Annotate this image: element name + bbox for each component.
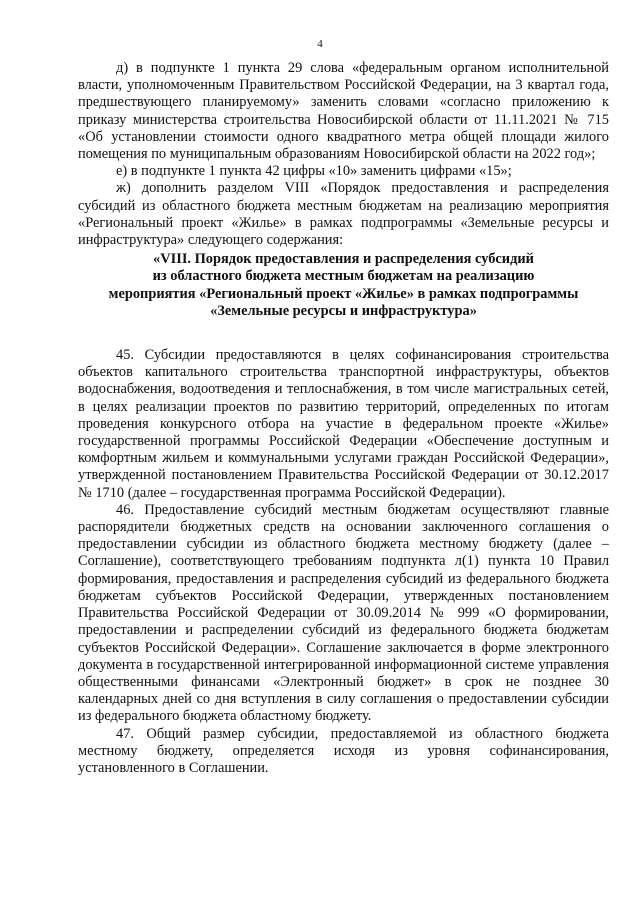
- section-heading-line: «Земельные ресурсы и инфраструктура»: [210, 302, 477, 319]
- section-heading: [78, 251, 609, 320]
- paragraph-47: 47. Общий размер субсидии, предоставляемой из областного бюджета местному бюджету, определяется исходя из уровня софинансирования, установленного в Соглашении.: [78, 725, 609, 776]
- paragraph-item-d: д) в подпункте 1 пункта 29 слова «федеральным органом исполнительной власти, уполномоченным Правительством Российской Федерации, на 3 квартал года, предшествующего планируемому» заменить словами «согласно приложению к приказу министерства строительства Новосибирской области от 11.11.2021 № 715 «Об установлении стоимости одного квадратного метра общей площади жилого помещения по муниципальным образованиям Новосибирской области на 2022 год»;: [78, 60, 609, 163]
- paragraph-45: 45. Субсидии предоставляются в целях софинансирования строительства объектов капитального строительства транспортной инфраструктуры, объектов водоснабжения, водоотведения и теплоснабжения, в том числе магистральных сетей, в целях реализации проектов по развитию территорий, определенных по итогам проведения конкурсного отбора на участие в федеральном проекте «Жилье» государственной программы Российской Федерации «Обеспечение доступным и комфортным жильем и коммунальными услугами граждан Российской Федерации», утвержденной постановлением Правительства Российской Федерации от 30.12.2017 № 1710 (далее – государственная программа Российской Федерации).: [78, 347, 609, 501]
- paragraph-item-zh: ж) дополнить разделом VIII «Порядок предоставления и распределения субсидий из областного бюджета местным бюджетам на реализацию мероприятия «Региональный проект «Жилье» в рамках подпрограммы «Земельные ресурсы и инфраструктура» следующего содержания:: [78, 180, 609, 249]
- page-number: 4: [317, 38, 323, 50]
- document-body: [78, 60, 609, 777]
- paragraph-item-e: е) в подпункте 1 пункта 42 цифры «10» заменить цифрами «15»;: [116, 163, 512, 180]
- section-heading-line: мероприятия «Региональный проект «Жилье» в рамках подпрограммы: [108, 285, 579, 302]
- section-heading-line: «VIII. Порядок предоставления и распределения субсидий: [153, 251, 534, 268]
- section-spacer: [78, 320, 609, 347]
- paragraph-46: 46. Предоставление субсидий местным бюджетам осуществляют главные распорядители бюджетных средств на основании заключенного соглашения о предоставлении субсидии из областного бюджета местному бюджету (далее – Соглашение), соответствующего требованиям подпункта л(1) пункта 10 Правил формирования, предоставления и распределения субсидий из федерального бюджета бюджетам субъектов Российской Федерации, утвержденных постановлением Правительства Российской Федерации от 30.09.2014 № 999 «О формировании, предоставлении и распределении субсидий из федерального бюджета бюджетам субъектов Российской Федерации». Соглашение заключается в форме электронного документа в государственной интегрированной информационной системе управления общественными финансами «Электронный бюджет» в срок не позднее 30 календарных дней со дня вступления в силу соглашения о предоставлении субсидии из федерального бюджета областному бюджету.: [78, 501, 609, 725]
- section-heading-line: из областного бюджета местным бюджетам на реализацию: [152, 268, 535, 285]
